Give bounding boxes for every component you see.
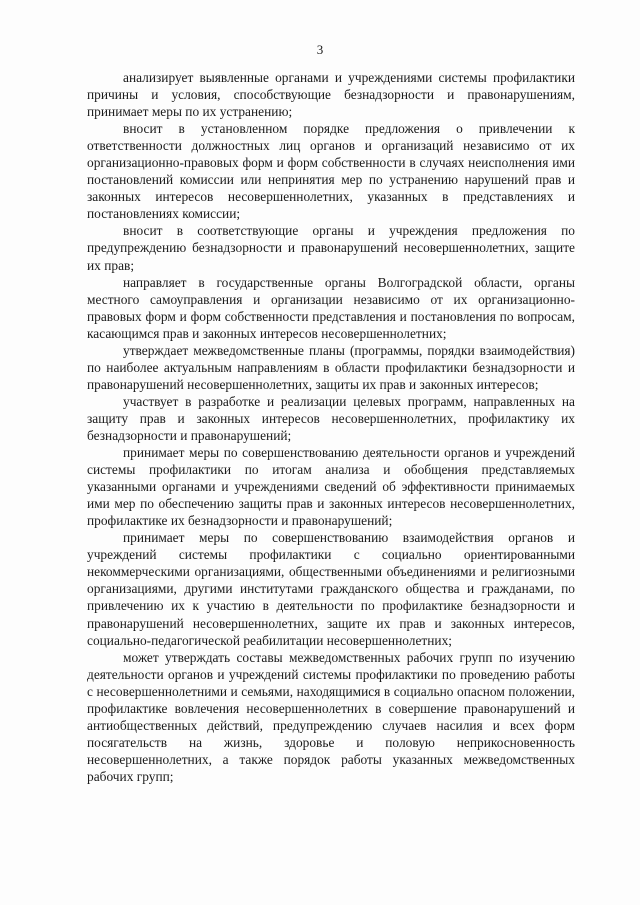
paragraph-improve-activities: принимает меры по совершенствованию деятельности органов и учреждений системы профилактики по итогам анализа и обобщения представляемых указанными органами и учреждениями сведений об эффективности принимаемых ими мер по обеспечению защиты прав и законных интересов несовершеннолетних, профилактике их безнадзорности и правонарушений;	[87, 445, 575, 529]
paragraph-target-programs: участвует в разработке и реализации целевых программ, направленных на защиту прав и законных интересов несовершеннолетних, профилактику их безнадзорности и правонарушений;	[87, 393, 575, 443]
page-number: 3	[316, 42, 324, 57]
paragraph-liability-proposals: вносит в установленном порядке предложения о привлечении к ответственности должностных лиц органов и организаций независимо от их организационно-правовых форм и форм собственности в случаях неисполнения ими постановлений комиссии или непринятия мер по устранению нарушений прав и законных интересов несовершеннолетних, указанных в представлениях и постановлениях комиссии;	[87, 121, 575, 222]
paragraph-improve-interaction: принимает меры по совершенствованию взаимодействия органов и учреждений системы профилактики с социально ориентированными некоммерческими организациями, общественными объединениями и религиозными организациями, другими институтами гражданского общества и гражданами, по привлечению их к участию в деятельности по профилактике безнадзорности и правонарушений несовершеннолетних, защите их прав и законных интересов, социально-педагогической реабилитации несовершеннолетних;	[87, 530, 575, 648]
document-body	[87, 69, 575, 785]
paragraph-representations: направляет в государственные органы Волгоградской области, органы местного самоуправления и организации независимо от их организационно-правовых форм и форм собственности представления и постановления по вопросам, касающимся прав и законных интересов несовершеннолетних;	[87, 274, 575, 341]
paragraph-working-groups: может утверждать составы межведомственных рабочих групп по изучению деятельности органов и учреждений системы профилактики по проведению работы с несовершеннолетними и семьями, находящимися в социально опасном положении, профилактике вовлечения несовершеннолетних в совершение правонарушений и антиобщественных действий, предупреждению случаев насилия и всех форм посягательств на жизнь, здоровье и половую неприкосновенность несовершеннолетних, а также порядок работы указанных межведомственных рабочих групп;	[87, 649, 575, 784]
paragraph-interagency-plans: утверждает межведомственные планы (программы, порядки взаимодействия) по наиболее актуальным направлениям в области профилактики безнадзорности и правонарушений несовершеннолетних, защиты их прав и законных интересов;	[87, 342, 575, 392]
paragraph-analysis: анализирует выявленные органами и учреждениями системы профилактики причины и условия, способствующие безнадзорности и правонарушениям, принимает меры по их устранению;	[87, 70, 575, 120]
paragraph-prevention-proposals: вносит в соответствующие органы и учреждения предложения по предупреждению безнадзорности и правонарушений несовершеннолетних, защите их прав;	[87, 223, 575, 273]
